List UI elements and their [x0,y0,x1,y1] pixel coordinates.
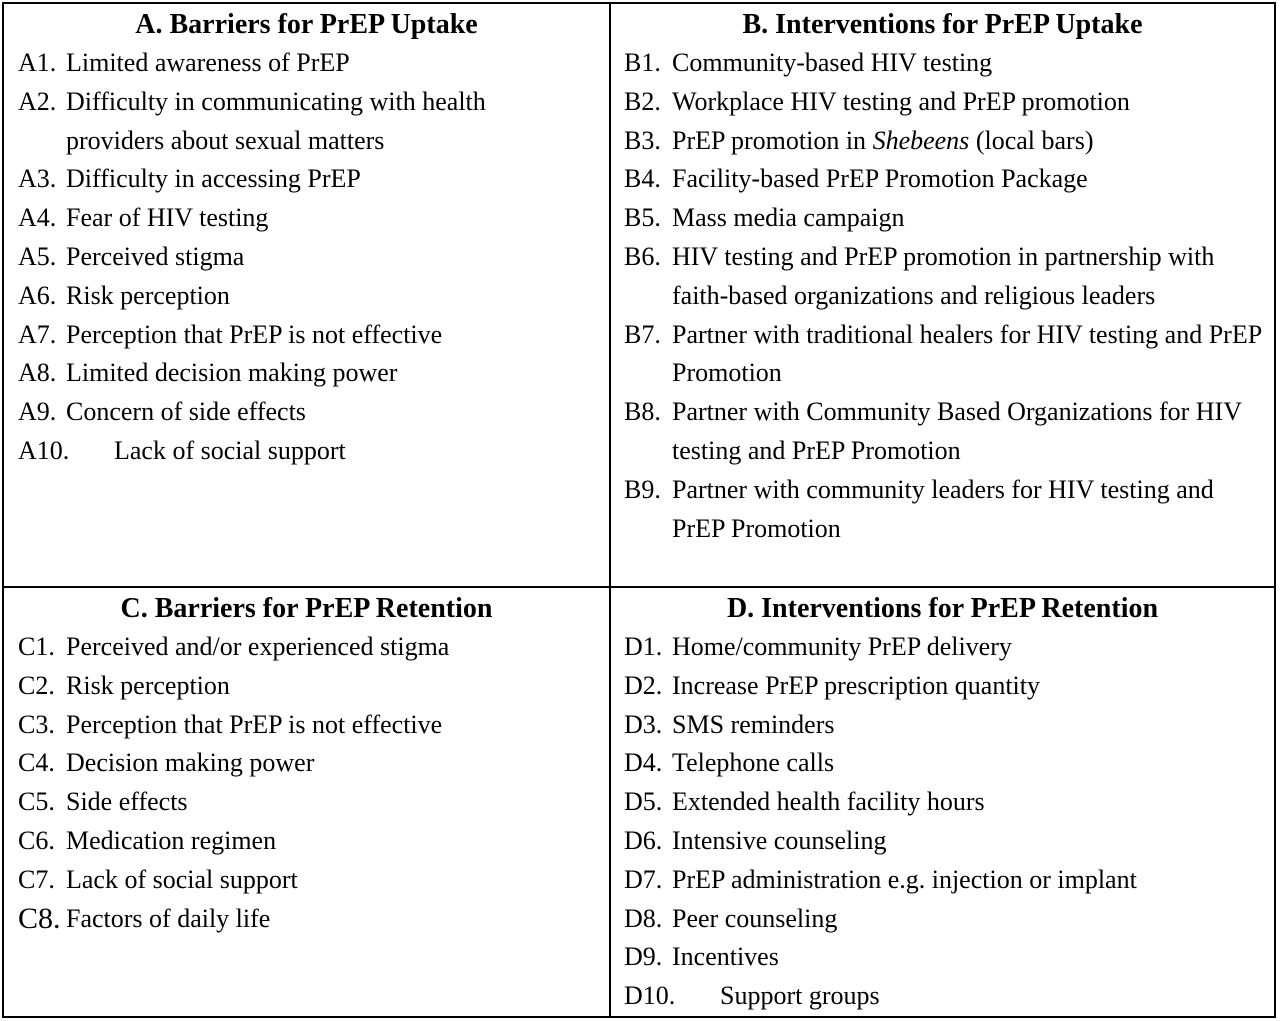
item-code: A9. [18,397,57,427]
list-item [4,667,609,706]
list-item [4,432,609,471]
list-item [4,900,609,939]
item-code: C1. [18,632,55,661]
item-text-italic: Shebeens [872,125,970,155]
list-item [4,354,609,393]
item-code: C3. [18,709,55,739]
item-text: Facility-based PrEP Promotion Package [672,164,1088,194]
list-item [4,822,609,861]
list-item [4,393,609,432]
section-c-barriers-retention [4,588,611,1016]
list-item [611,44,1274,83]
list-item [4,706,609,745]
section-c-list [4,628,609,938]
item-code: A1. [18,48,57,77]
list-item [611,393,1274,471]
item-text: Factors of daily life [66,903,271,933]
list-item [611,706,1274,745]
item-text: Intensive counseling [672,825,887,855]
list-item [611,938,1274,977]
item-text-part: (local bars) [969,125,1094,155]
item-code: B5. [624,203,661,233]
list-item [611,199,1274,238]
item-code: B2. [624,86,661,116]
item-text: Decision making power [66,748,315,778]
section-b-list [611,44,1274,548]
item-code: A8. [18,358,57,388]
list-item [611,861,1274,900]
list-item [4,238,609,277]
item-text: Partner with community leaders for HIV testing and PrEP Promotion [672,474,1214,543]
item-code: C2. [18,670,55,700]
item-code: A2. [18,86,57,116]
item-code: D5. [624,787,663,817]
section-d-title: D. Interventions for PrEP Retention [726,593,1159,624]
item-code: C6. [18,825,55,855]
item-text: Peer counseling [672,903,838,933]
list-item [4,199,609,238]
list-item [4,83,609,161]
list-item [4,160,609,199]
section-b-interventions-uptake [611,4,1274,588]
item-code: B4. [624,164,661,194]
item-code: B9. [624,474,661,504]
item-text: PrEP administration e.g. injection or implant [672,864,1137,894]
list-item [611,238,1274,316]
item-code: D6. [624,825,663,855]
barriers-interventions-table [2,2,1276,1018]
item-text: Perceived stigma [66,241,245,271]
item-code: C8. [18,901,61,935]
item-text: Difficulty in accessing PrEP [66,164,361,194]
item-text: Limited decision making power [66,358,398,388]
section-b-title: B. Interventions for PrEP Uptake [742,9,1143,40]
item-text: Mass media campaign [672,203,905,233]
item-text: Risk perception [66,670,230,700]
section-c-title: C. Barriers for PrEP Retention [120,593,493,624]
item-code: A3. [18,164,57,194]
item-text: Perceived and/or experienced stigma [66,632,450,661]
list-item [611,471,1274,549]
item-code: C7. [18,864,55,894]
section-a-barriers-uptake [4,4,611,588]
item-text: Concern of side effects [66,397,306,427]
item-code: D1. [624,632,663,661]
item-text: Home/community PrEP delivery [672,632,1012,661]
list-item [611,316,1274,394]
section-d-list [611,628,1274,1016]
item-code: D8. [624,903,663,933]
item-text: Incentives [672,942,779,972]
item-text: SMS reminders [672,709,835,739]
list-item [611,628,1274,667]
list-item [611,783,1274,822]
item-code: A5. [18,241,57,271]
item-code: B3. [624,125,661,155]
item-text: HIV testing and PrEP promotion in partnership with faith-based organizations and religious leaders [672,241,1215,310]
item-code: A4. [18,203,57,233]
item-text-part: PrEP promotion in [672,125,873,155]
item-code: D10. [624,981,676,1011]
item-text: Lack of social support [66,864,298,894]
section-a-list [4,44,609,471]
item-text: Perception that PrEP is not effective [66,319,443,349]
list-item [4,316,609,355]
item-text: Increase PrEP prescription quantity [672,670,1040,700]
list-item [611,83,1274,122]
list-item [4,277,609,316]
list-item [611,977,1274,1016]
list-item [4,783,609,822]
section-d-interventions-retention [611,588,1274,1016]
item-text [672,122,1274,161]
item-text: Limited awareness of PrEP [66,48,350,77]
item-code: B8. [624,397,661,427]
item-text: Risk perception [66,280,230,310]
list-item [611,160,1274,199]
item-text: Workplace HIV testing and PrEP promotion [672,86,1130,116]
list-item [611,900,1274,939]
list-item [611,122,1274,161]
list-item [611,744,1274,783]
item-text: Perception that PrEP is not effective [66,709,443,739]
item-code: B7. [624,319,661,349]
item-code: A7. [18,319,57,349]
item-text: Partner with Community Based Organizations for HIV testing and PrEP Promotion [672,397,1242,465]
item-code: D4. [624,748,663,778]
item-text: Community-based HIV testing [672,48,993,77]
item-code: C5. [18,787,55,817]
item-code: D2. [624,670,663,700]
item-code: D9. [624,942,663,972]
list-item [4,744,609,783]
item-text: Difficulty in communicating with health providers about sexual matters [66,86,486,155]
list-item [611,667,1274,706]
item-text: Telephone calls [672,748,835,778]
section-a-title: A. Barriers for PrEP Uptake [135,9,478,40]
item-code: B6. [624,241,661,271]
item-text: Fear of HIV testing [66,203,269,233]
item-code: D7. [624,864,663,894]
item-code: A6. [18,280,57,310]
item-code: A10. [18,435,70,465]
item-code: D3. [624,709,663,739]
item-text: Medication regimen [66,825,277,855]
list-item [611,822,1274,861]
item-code: C4. [18,748,55,778]
list-item [4,628,609,667]
item-text: Side effects [66,787,188,817]
list-item [4,861,609,900]
item-text: Extended health facility hours [672,787,985,817]
list-item [4,44,609,83]
item-text: Lack of social support [114,435,346,465]
item-text: Support groups [720,981,880,1011]
item-text: Partner with traditional healers for HIV testing and PrEP Promotion [672,319,1262,388]
item-code: B1. [624,48,661,77]
